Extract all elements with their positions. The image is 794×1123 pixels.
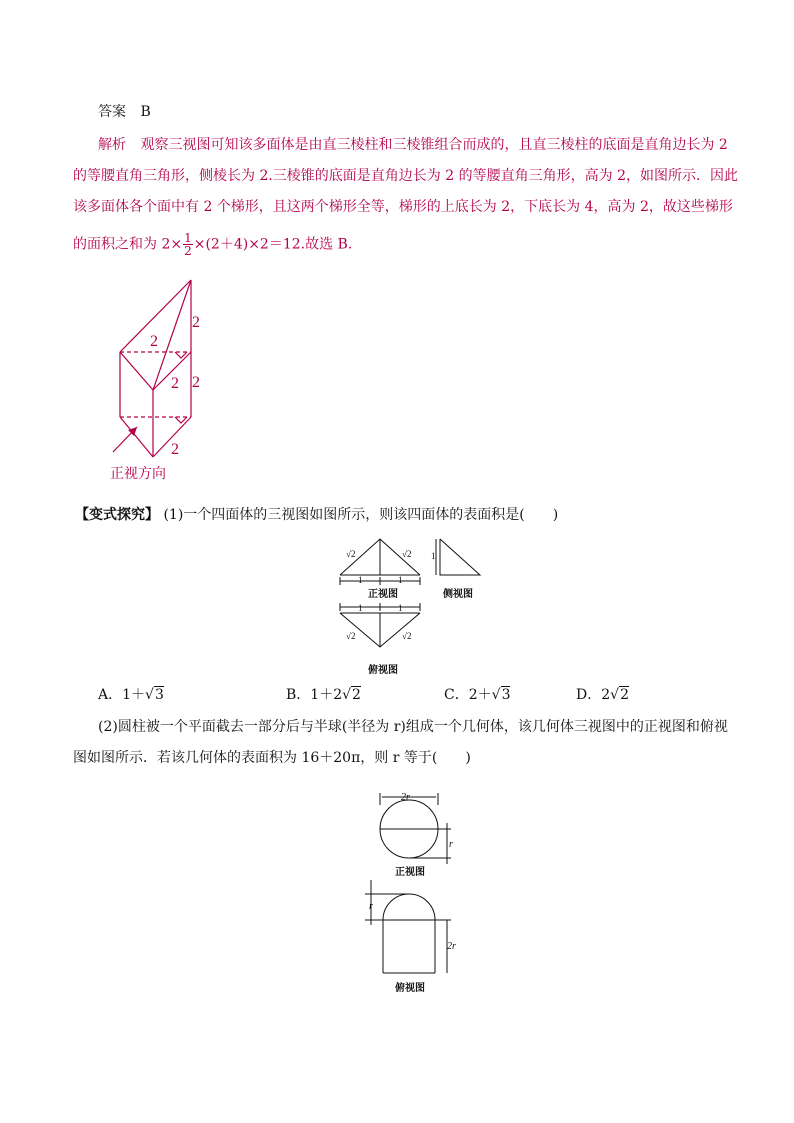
front-view-label: 正视图 [368, 589, 398, 600]
fraction [183, 232, 193, 257]
answer-label: 答案 [98, 104, 126, 120]
option-b-letter: B． [286, 687, 311, 703]
option-d-letter: D． [576, 687, 602, 703]
analysis-line-2: 的等腰直角三角形，侧棱长为 2.三棱锥的底面是直角边长为 2 的等腰直角三角形，高为 2，如图所示．因此 [73, 168, 738, 184]
top-view-sqrt2-right: √2 [402, 631, 412, 641]
edge-apex-front [153, 280, 191, 390]
problem2-top-view-label: 俯视图 [395, 983, 425, 994]
dim-label-inner-edge: 2 [171, 375, 179, 392]
problem2-views [355, 785, 475, 1000]
option-c[interactable]: C．2＋√3 [444, 687, 511, 703]
option-c-letter: C． [444, 687, 469, 703]
option-a-pre: 1＋ [122, 687, 146, 703]
top-view-2r-label: 2r [447, 941, 456, 952]
edge-bottom-front [120, 417, 153, 457]
solid-figure [95, 272, 235, 487]
top-view-r-label: r [369, 901, 373, 912]
top-view-dim-1-left: 1 [358, 603, 363, 613]
top-view-label: 俯视图 [368, 665, 398, 676]
top-view-semicircle [383, 894, 435, 920]
front-view-2r-label: 2r [401, 792, 410, 803]
dim-label-lateral-edge: 2 [192, 374, 200, 391]
analysis-line-3: 该多面体各个面中有 2 个梯形，且这两个梯形全等，梯形的上底长为 2，下底长为 4，高为 2，故这些梯形 [73, 199, 733, 215]
problem1-line [75, 505, 558, 525]
direction-label: 正视方向 [110, 466, 166, 482]
analysis-line-4 [73, 232, 352, 257]
side-view-label: 侧视图 [443, 589, 473, 600]
front-view-r-label: r [449, 839, 453, 850]
right-angle-mark-bottom [175, 417, 187, 423]
dim-label-bottom-edge: 2 [171, 441, 179, 458]
option-a-radicand: 3 [154, 687, 164, 703]
front-view-dim-1-left: 1 [358, 575, 363, 585]
option-b-pre: 1＋2 [310, 687, 343, 703]
analysis-text-4b: ×(2＋4)×2＝12.故选 B. [193, 236, 353, 253]
option-b[interactable]: B．1＋2√2 [286, 687, 361, 703]
front-view-sqrt2-left: √2 [346, 549, 356, 559]
answer-line [98, 102, 151, 122]
problem1-three-views [330, 535, 490, 685]
top-view-dim-1-right: 1 [398, 603, 403, 613]
side-view-dim-1: 1 [431, 551, 436, 561]
variant-tag: 【变式探究】 [75, 507, 159, 523]
top-view-sqrt2-left: √2 [346, 631, 356, 641]
option-d-pre: 2 [601, 687, 611, 703]
front-view-sqrt2-right: √2 [402, 549, 412, 559]
option-c-radicand: 3 [501, 687, 511, 703]
option-c-pre: 2＋ [468, 687, 492, 703]
dim-label-apex-height: 2 [192, 314, 200, 331]
fraction-numerator: 1 [184, 231, 192, 245]
fraction-denominator: 2 [184, 244, 192, 258]
analysis-text-4a: 的面积之和为 2× [73, 236, 183, 253]
problem1-text: (1)一个四面体的三视图如图所示，则该四面体的表面积是( ) [163, 507, 559, 523]
option-a-letter: A． [98, 687, 123, 703]
side-view-triangle [440, 539, 480, 575]
analysis-text-1: 观察三视图可知该多面体是由直三棱柱和三棱锥组合而成的，且直三棱柱的底面是直角边长为 2 [140, 137, 728, 153]
dim-label-top-edge: 2 [150, 333, 158, 350]
option-d-radicand: 2 [620, 687, 629, 703]
analysis-line-1 [98, 135, 728, 155]
front-view-dim-1-right: 1 [398, 575, 403, 585]
option-a[interactable]: A．1＋√3 [98, 687, 164, 703]
problem2-front-view-label: 正视图 [395, 867, 425, 878]
problem2-line-1: (2)圆柱被一个平面截去一部分后与半球(半径为 r)组成一个几何体，该几何体三视图中的正视图和俯视 [98, 719, 728, 735]
option-b-radicand: 2 [352, 687, 361, 703]
option-d[interactable]: D．2√2 [576, 687, 629, 703]
answer-value: B [140, 104, 151, 120]
edge-top-front [120, 352, 153, 390]
analysis-label: 解析 [98, 137, 126, 153]
problem2-line-2: 图如图所示．若该几何体的表面积为 16＋20π，则 r 等于( ) [73, 750, 471, 766]
